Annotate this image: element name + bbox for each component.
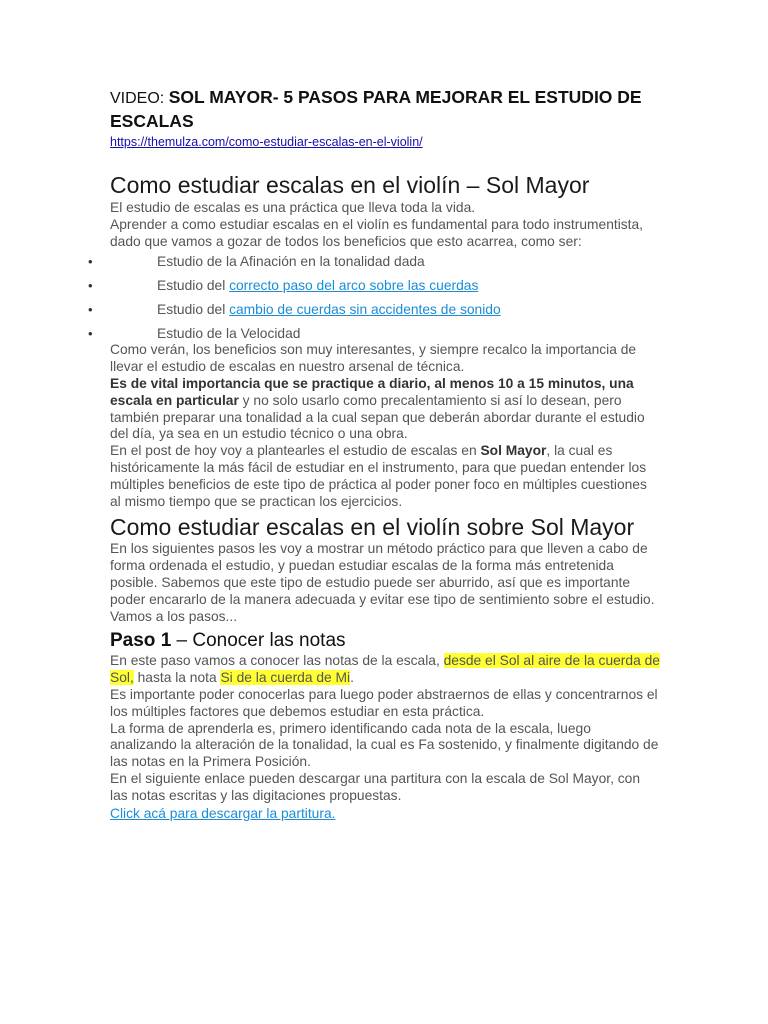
list-item-text: Estudio del bbox=[157, 278, 230, 294]
section-heading-violin-sol-mayor: Como estudiar escalas en el violín sobre Sol Mayor bbox=[110, 514, 635, 541]
section-heading-sol-mayor: Como estudiar escalas en el violín – Sol Mayor bbox=[110, 172, 590, 198]
daily-practice-rest: y no solo usarlo como precalentamiento si así lo desean, pero también preparar una tonalidad a la cual sepan que deberán abordar durante el estudio del día, ya sea en un estudio técnico o una obra. bbox=[110, 392, 645, 442]
video-title-text: SOL MAYOR- 5 PASOS PARA MEJORAR EL ESTUDIO DE ESCALAS bbox=[110, 87, 642, 131]
daily-practice-bold: Es de vital importancia que se practique a diario, al menos 10 a 15 minutos, una escala en particular bbox=[110, 375, 634, 408]
list-item bbox=[88, 326, 660, 342]
highlight-sol-string: desde el Sol al aire de la cuerda de Sol, bbox=[110, 653, 660, 686]
step-1-mid: hasta la nota bbox=[133, 670, 221, 686]
video-prefix: VIDEO: bbox=[110, 90, 169, 107]
list-item bbox=[88, 278, 660, 302]
step-1-heading bbox=[110, 629, 660, 653]
learning-paragraph: La forma de aprenderla es, primero identificando cada nota de la escala, luego analizando la alteración de la tonalidad, la cual es Fa sostenido, y finalmente digitando de las notas en la Primera Posición. bbox=[110, 720, 659, 770]
download-score-link[interactable]: Click acá para descargar la partitura. bbox=[110, 805, 336, 821]
video-title bbox=[110, 86, 660, 134]
bullet-icon: • bbox=[88, 302, 93, 318]
importance-paragraph: Es importante poder conocerlas para luego poder abstraernos de ellas y concentrarnos el los múltiples factores que debemos estudiar en esta práctica. bbox=[110, 686, 658, 719]
highlight-mi-string: Si de la cuerda de Mi bbox=[220, 670, 351, 686]
sol-mayor-paragraph bbox=[110, 443, 660, 510]
step-1-end: . bbox=[350, 670, 354, 686]
bow-technique-link[interactable]: correcto paso del arco sobre las cuerdas bbox=[229, 278, 479, 294]
download-paragraph: En el siguiente enlace pueden descargar una partitura con la escala de Sol Mayor, con las notas escritas y las digitaciones propuestas. bbox=[110, 770, 640, 803]
benefits-paragraph: Como verán, los beneficios son muy interesantes, y siempre recalco la importancia de llevar el estudio de escalas en nuestro arsenal de técnica. bbox=[110, 342, 637, 375]
sol-mayor-start: En el post de hoy voy a plantearles el estudio de escalas en bbox=[110, 443, 481, 459]
bullet-icon: • bbox=[88, 254, 93, 270]
list-item bbox=[88, 302, 660, 326]
method-paragraph: En los siguientes pasos les voy a mostrar un método práctico para que lleven a cabo de forma ordenada el estudio, y puedan estudiar escalas de la forma más entretenida posible. Sabemos que este tipo de estudio puede ser aburrido, así que es importante poder encararlo de la manera adecuada y evitar ese tipo de sentimiento sobre el estudio. bbox=[110, 541, 655, 607]
step-1-label: Paso 1 bbox=[110, 630, 172, 652]
list-item-text: Estudio del bbox=[157, 302, 230, 318]
string-change-link[interactable]: cambio de cuerdas sin accidentes de sonido bbox=[229, 302, 501, 318]
sol-mayor-rest: , la cual es históricamente la más fácil de estudiar en el instrumento, para que puedan entender los múltiples beneficios de este tipo de práctica al poder poner foco en múltiples cuestiones al mismo tiempo que se practican los ejercicios. bbox=[110, 443, 647, 509]
list-item bbox=[88, 254, 660, 278]
bullet-icon: • bbox=[88, 326, 93, 342]
video-url-link[interactable]: https://themulza.com/como-estudiar-escalas-en-el-violin/ bbox=[110, 135, 423, 149]
benefits-list bbox=[88, 254, 660, 342]
bullet-icon: • bbox=[88, 278, 93, 294]
list-item-text: Estudio de la Afinación en la tonalidad dada bbox=[157, 254, 425, 270]
intro-paragraph: El estudio de escalas es una práctica que lleva toda la vida. bbox=[110, 200, 476, 215]
step-1-title: – Conocer las notas bbox=[171, 630, 346, 652]
sol-mayor-bold: Sol Mayor bbox=[480, 443, 547, 459]
step-1-paragraph bbox=[110, 653, 660, 687]
steps-intro: Vamos a los pasos... bbox=[110, 608, 238, 624]
intro-paragraph-2: Aprender a como estudiar escalas en el violín es fundamental para todo instrumentista, dado que vamos a gozar de todos los beneficios que esto acarrea, como ser: bbox=[110, 216, 644, 249]
document-content bbox=[88, 86, 660, 823]
list-item-text: Estudio de la Velocidad bbox=[157, 326, 301, 342]
daily-practice-paragraph bbox=[110, 376, 660, 443]
step-1-start: En este paso vamos a conocer las notas de la escala, bbox=[110, 653, 444, 669]
